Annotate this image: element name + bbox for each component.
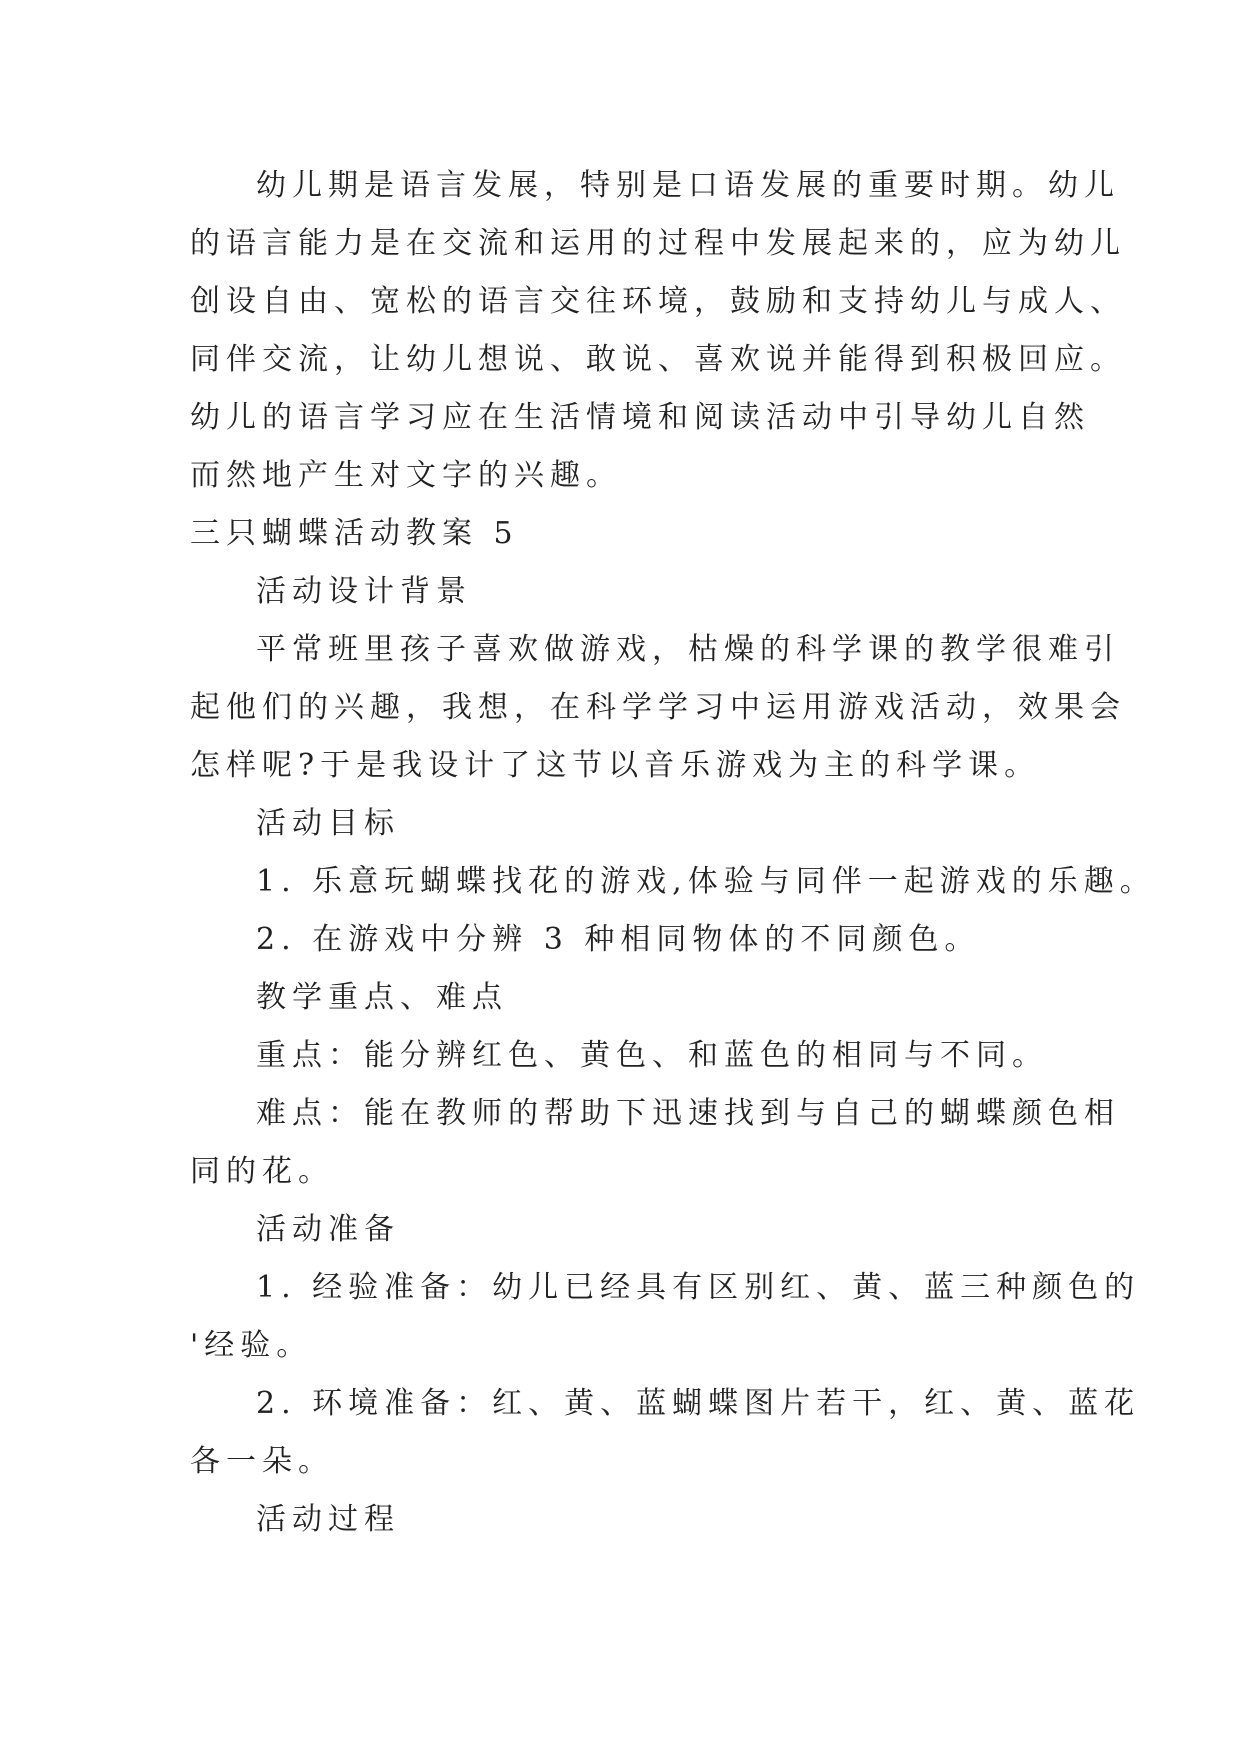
section-heading: 教学重点、难点 — [256, 980, 508, 1015]
list-item: 2. 在游戏中分辨 3 种相同物体的不同颜色。 — [256, 922, 981, 957]
section-heading: 活动目标 — [256, 806, 400, 841]
list-item: 1. 经验准备：幼儿已经具有区别红、黄、蓝三种颜色的 — [256, 1270, 1141, 1305]
list-item: 1. 乐意玩蝴蝶找花的游戏,体验与同伴一起游戏的乐趣。 — [256, 864, 1156, 899]
paragraph-line: 难点：能在教师的帮助下迅速找到与自己的蝴蝶颜色相 — [256, 1096, 1120, 1131]
paragraph-line: 创设自由、宽松的语言交往环境，鼓励和支持幼儿与成人、 — [190, 284, 1126, 319]
paragraph-line: '经验。 — [190, 1328, 313, 1363]
section-heading: 活动过程 — [256, 1502, 400, 1537]
paragraph-line: 的语言能力是在交流和运用的过程中发展起来的，应为幼儿 — [190, 226, 1126, 261]
paragraph-line: 同伴交流，让幼儿想说、敢说、喜欢说并能得到积极回应。 — [190, 342, 1126, 377]
paragraph-line: 平常班里孩子喜欢做游戏，枯燥的科学课的教学很难引 — [256, 632, 1120, 667]
paragraph-line: 怎样呢?于是我设计了这节以音乐游戏为主的科学课。 — [190, 748, 1041, 783]
paragraph-line: 而然地产生对文字的兴趣。 — [190, 458, 622, 493]
section-heading: 活动准备 — [256, 1212, 400, 1247]
paragraph-line: 起他们的兴趣，我想，在科学学习中运用游戏活动，效果会 — [190, 690, 1126, 725]
paragraph-line: 各一朵。 — [190, 1444, 334, 1479]
paragraph-line: 幼儿期是语言发展，特别是口语发展的重要时期。幼儿 — [256, 168, 1120, 203]
paragraph-line: 同的花。 — [190, 1154, 334, 1189]
section-heading: 活动设计背景 — [256, 574, 472, 609]
list-item: 2. 环境准备：红、黄、蓝蝴蝶图片若干，红、黄、蓝花 — [256, 1386, 1141, 1421]
section-title: 三只蝴蝶活动教案 5 — [190, 516, 519, 551]
paragraph-line: 重点：能分辨红色、黄色、和蓝色的相同与不同。 — [256, 1038, 1048, 1073]
paragraph-line: 幼儿的语言学习应在生活情境和阅读活动中引导幼儿自然 — [190, 400, 1090, 435]
